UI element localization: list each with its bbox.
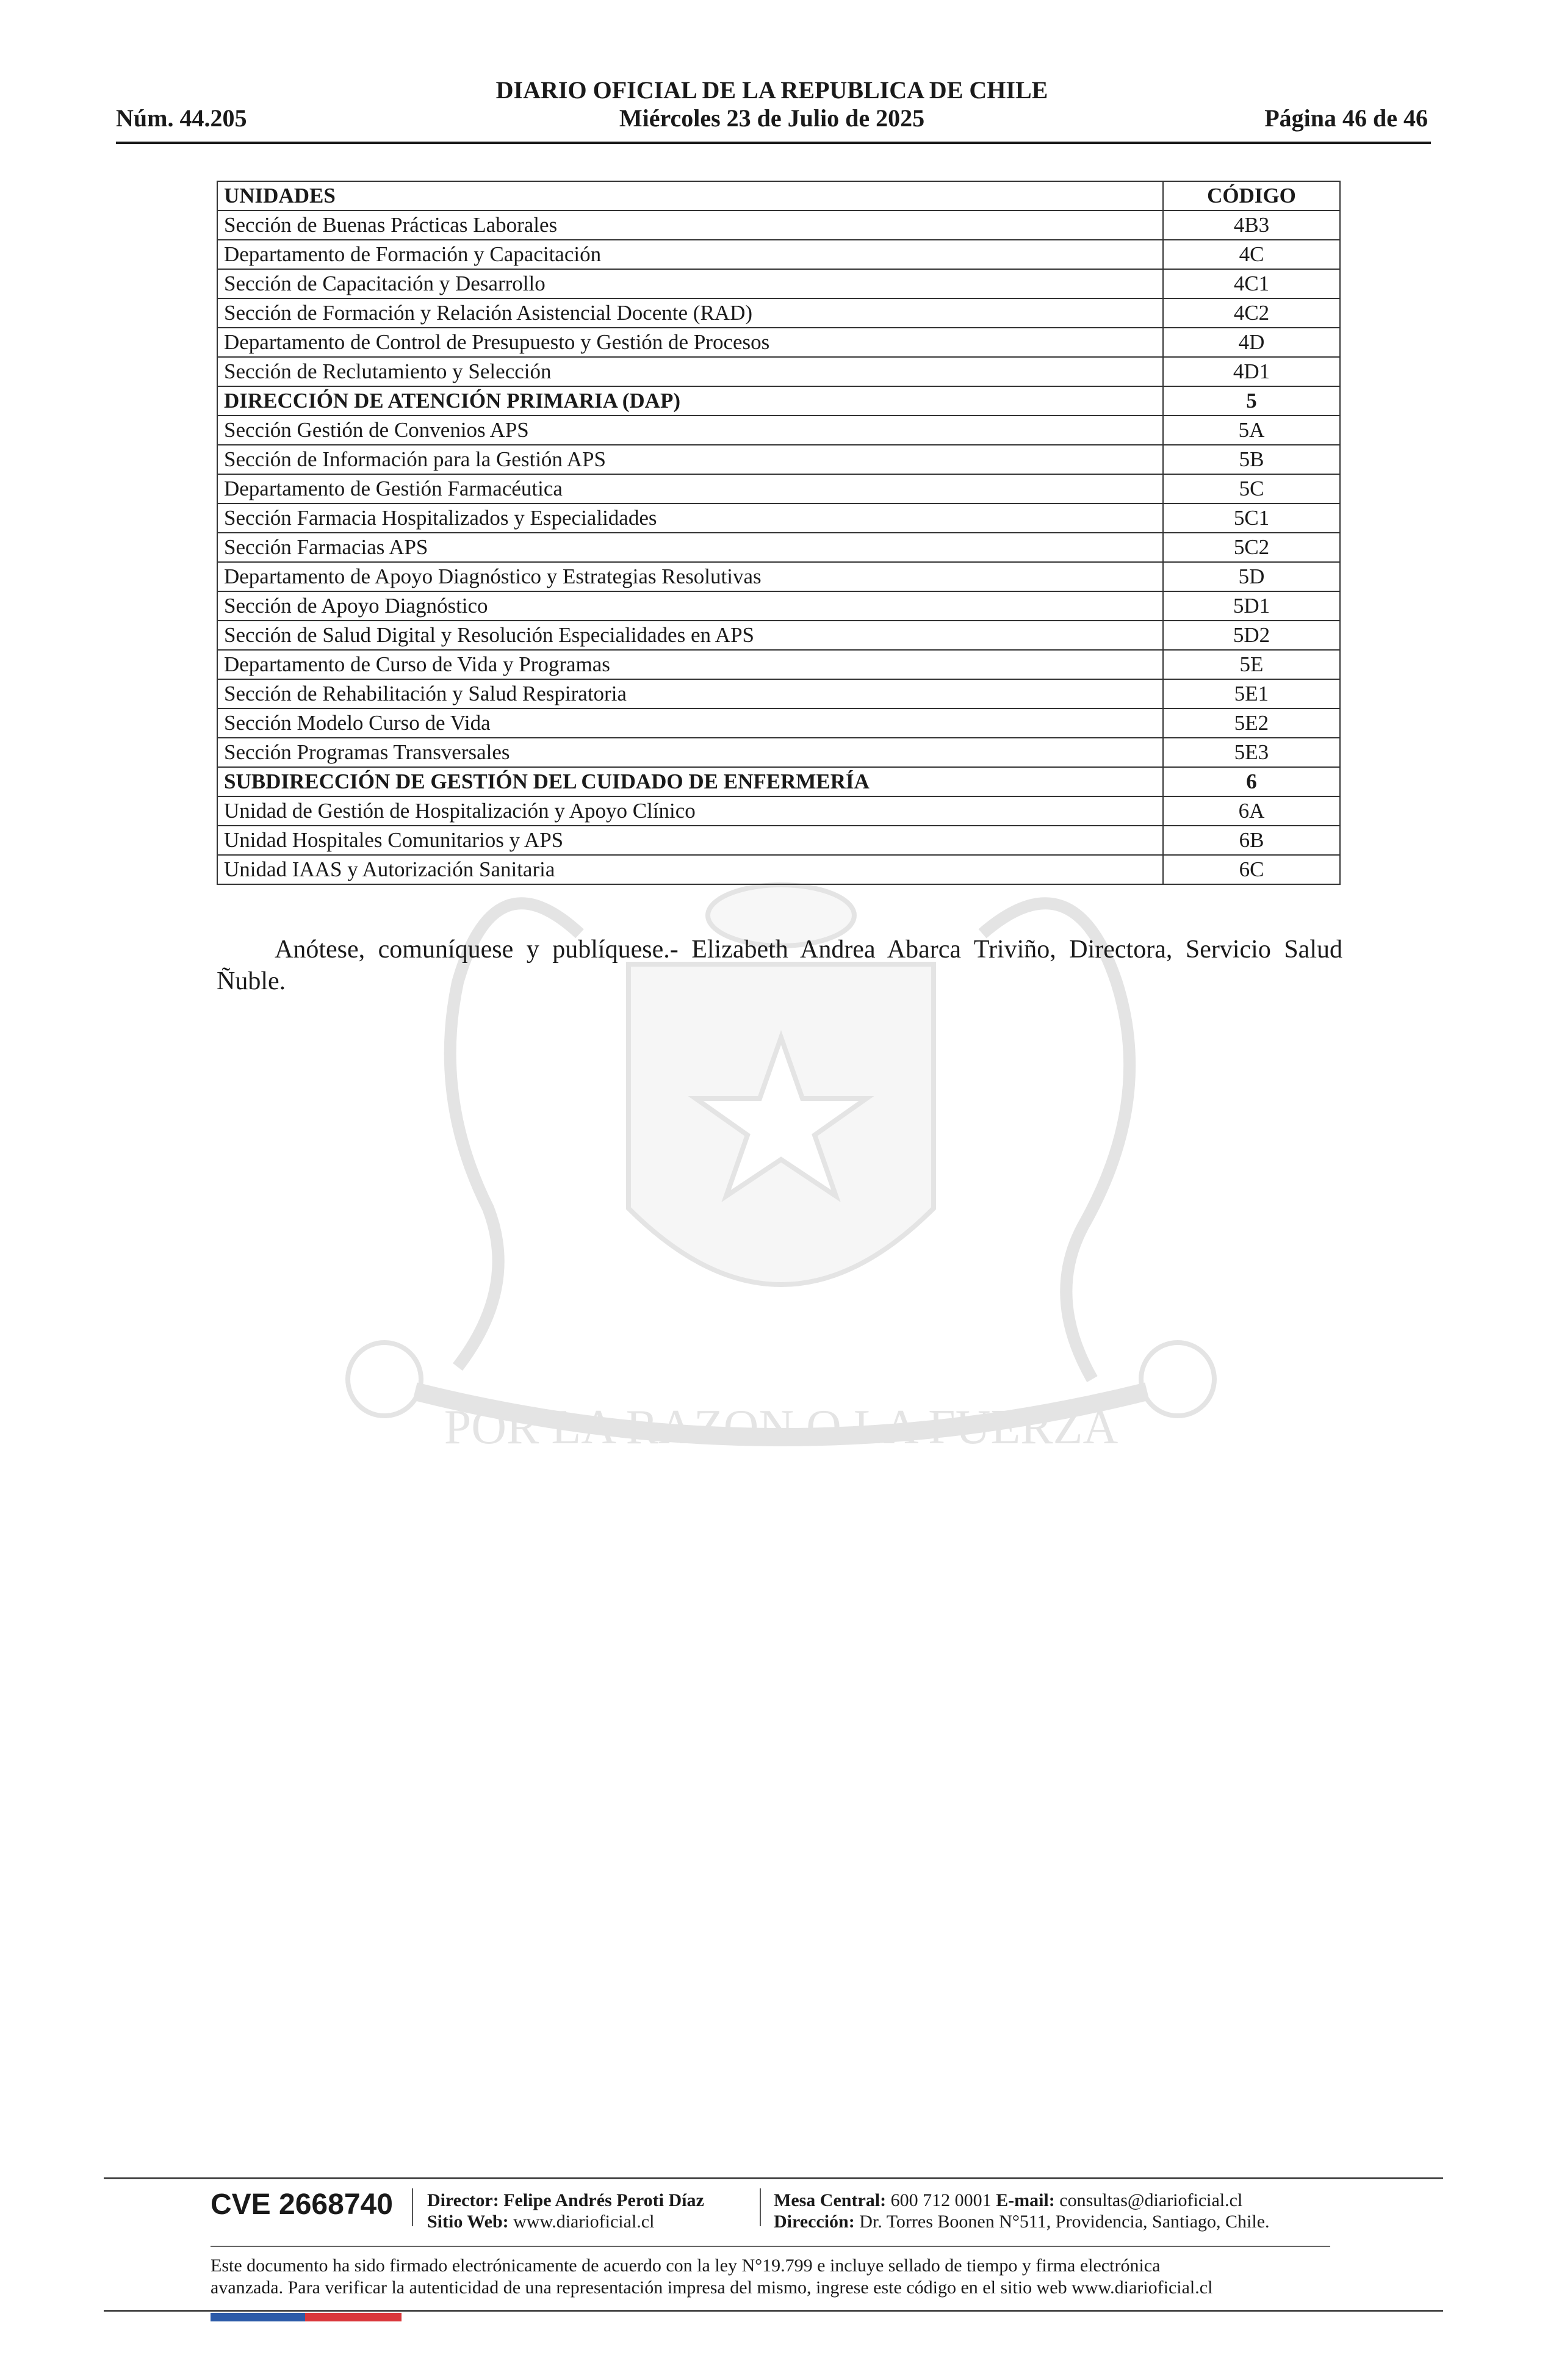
unit-name-cell: Sección Farmacias APS	[217, 533, 1163, 562]
column-header-code: CÓDIGO	[1163, 181, 1340, 211]
table-row	[217, 211, 1340, 240]
page-header	[116, 76, 1428, 143]
unit-code-cell: 5C1	[1163, 503, 1340, 533]
flag-stripe-red	[305, 2313, 402, 2321]
page-number: Página 46 de 46	[1264, 104, 1428, 132]
unit-name-cell: Departamento de Formación y Capacitación	[217, 240, 1163, 269]
website-label: Sitio Web:	[427, 2212, 509, 2232]
unit-code-cell: 5A	[1163, 416, 1340, 445]
closing-paragraph: Anótese, comuníquese y publíquese.- Elizabeth Andrea Abarca Triviño, Directora, Servicio Salud Ñuble.	[217, 936, 1342, 995]
unit-name-cell: Sección de Capacitación y Desarrollo	[217, 269, 1163, 298]
table-row	[217, 357, 1340, 386]
table-row	[217, 269, 1340, 298]
director-name: Felipe Andrés Peroti Díaz	[503, 2190, 704, 2210]
unit-code-cell: 4B3	[1163, 211, 1340, 240]
table-row	[217, 767, 1340, 796]
mesa-phone: 600 712 0001	[890, 2190, 992, 2210]
unit-code-cell: 5	[1163, 386, 1340, 416]
unit-code-cell: 5D1	[1163, 591, 1340, 621]
unit-name-cell: Sección de Rehabilitación y Salud Respiratoria	[217, 679, 1163, 709]
unit-name-cell: Departamento de Gestión Farmacéutica	[217, 474, 1163, 503]
masthead-title: DIARIO OFICIAL DE LA REPUBLICA DE CHILE	[495, 76, 1048, 104]
unit-name-cell: Departamento de Control de Presupuesto y Gestión de Procesos	[217, 328, 1163, 357]
unit-name-cell: Sección de Reclutamiento y Selección	[217, 357, 1163, 386]
footer-director-block	[427, 2190, 704, 2232]
unit-code-cell: 6A	[1163, 796, 1340, 826]
unit-code-cell: 6	[1163, 767, 1340, 796]
footer-divider-mid	[211, 2246, 1330, 2247]
unit-name-cell: Unidad IAAS y Autorización Sanitaria	[217, 855, 1163, 884]
table-row	[217, 738, 1340, 767]
table-row	[217, 533, 1340, 562]
unit-name-cell: Unidad Hospitales Comunitarios y APS	[217, 826, 1163, 855]
unit-name-cell: Sección Gestión de Convenios APS	[217, 416, 1163, 445]
unit-name-cell: Unidad de Gestión de Hospitalización y Apoyo Clínico	[217, 796, 1163, 826]
table-row	[217, 562, 1340, 591]
unit-code-cell: 5E1	[1163, 679, 1340, 709]
masthead-date: Miércoles 23 de Julio de 2025	[619, 104, 925, 132]
unit-code-cell: 5D2	[1163, 621, 1340, 650]
table-row	[217, 621, 1340, 650]
website-link[interactable]: www.diarioficial.cl	[513, 2212, 655, 2232]
coat-of-arms-watermark	[201, 781, 1361, 1574]
unit-name-cell: Sección Farmacia Hospitalizados y Especialidades	[217, 503, 1163, 533]
unit-name-cell: SUBDIRECCIÓN DE GESTIÓN DEL CUIDADO DE ENFERMERÍA	[217, 767, 1163, 796]
table-row	[217, 298, 1340, 328]
table-row	[217, 591, 1340, 621]
email-label: E-mail:	[996, 2190, 1055, 2210]
email-link[interactable]: consultas@diarioficial.cl	[1059, 2190, 1243, 2210]
address-label: Dirección:	[774, 2212, 855, 2232]
unit-code-cell: 5E2	[1163, 709, 1340, 738]
legal-line-1: Este documento ha sido firmado electrónicamente de acuerdo con la ley N°19.799 e incluye sellado de tiempo y firma electrónica	[211, 2256, 1161, 2276]
header-divider	[116, 142, 1431, 144]
table-row	[217, 855, 1340, 884]
director-label: Director:	[427, 2190, 499, 2210]
table-row	[217, 240, 1340, 269]
unit-code-cell: 5E	[1163, 650, 1340, 679]
unit-name-cell: DIRECCIÓN DE ATENCIÓN PRIMARIA (DAP)	[217, 386, 1163, 416]
unit-code-cell: 5E3	[1163, 738, 1340, 767]
units-table	[217, 181, 1341, 885]
unit-code-cell: 5B	[1163, 445, 1340, 474]
table-row	[217, 679, 1340, 709]
footer-contact-block	[774, 2190, 1270, 2232]
legal-line-2: avanzada. Para verificar la autenticidad de una representación impresa del mismo, ingrese este código en el sitio web www.diarioficial.cl	[211, 2277, 1213, 2298]
table-row	[217, 386, 1340, 416]
unit-name-cell: Departamento de Curso de Vida y Programas	[217, 650, 1163, 679]
unit-name-cell: Sección de Información para la Gestión APS	[217, 445, 1163, 474]
unit-name-cell: Departamento de Apoyo Diagnóstico y Estrategias Resolutivas	[217, 562, 1163, 591]
unit-code-cell: 4C1	[1163, 269, 1340, 298]
table-row	[217, 826, 1340, 855]
unit-code-cell: 5C	[1163, 474, 1340, 503]
unit-name-cell: Sección de Apoyo Diagnóstico	[217, 591, 1163, 621]
footer-divider-top	[104, 2177, 1443, 2179]
table-row	[217, 416, 1340, 445]
unit-name-cell: Sección de Salud Digital y Resolución Especialidades en APS	[217, 621, 1163, 650]
mesa-label: Mesa Central:	[774, 2190, 887, 2210]
table-row	[217, 474, 1340, 503]
table-row	[217, 328, 1340, 357]
column-header-units: UNIDADES	[217, 181, 1163, 211]
table-row	[217, 445, 1340, 474]
unit-name-cell: Sección Programas Transversales	[217, 738, 1163, 767]
unit-code-cell: 4D	[1163, 328, 1340, 357]
footer-separator	[760, 2188, 761, 2226]
unit-code-cell: 6C	[1163, 855, 1340, 884]
unit-code-cell: 4C	[1163, 240, 1340, 269]
unit-code-cell: 6B	[1163, 826, 1340, 855]
unit-code-cell: 4D1	[1163, 357, 1340, 386]
table-header-row	[217, 181, 1340, 211]
unit-name-cell: Sección de Formación y Relación Asistencial Docente (RAD)	[217, 298, 1163, 328]
table-row	[217, 503, 1340, 533]
unit-name-cell: Sección de Buenas Prácticas Laborales	[217, 211, 1163, 240]
table-row	[217, 796, 1340, 826]
unit-code-cell: 5C2	[1163, 533, 1340, 562]
address-text: Dr. Torres Boonen N°511, Providencia, Santiago, Chile.	[859, 2212, 1270, 2232]
table-row	[217, 709, 1340, 738]
motto-text: POR LA RAZON O LA FUERZA	[444, 1401, 1118, 1454]
legal-notice	[211, 2255, 1333, 2299]
flag-stripe-blue	[211, 2313, 305, 2321]
unit-name-cell: Sección Modelo Curso de Vida	[217, 709, 1163, 738]
table-row	[217, 650, 1340, 679]
unit-code-cell: 4C2	[1163, 298, 1340, 328]
issue-number: Núm. 44.205	[116, 104, 247, 132]
unit-code-cell: 5D	[1163, 562, 1340, 591]
masthead	[116, 76, 1428, 132]
footer-divider-bottom	[104, 2310, 1443, 2312]
footer-separator	[412, 2188, 413, 2226]
cve-code: CVE 2668740	[211, 2188, 393, 2221]
